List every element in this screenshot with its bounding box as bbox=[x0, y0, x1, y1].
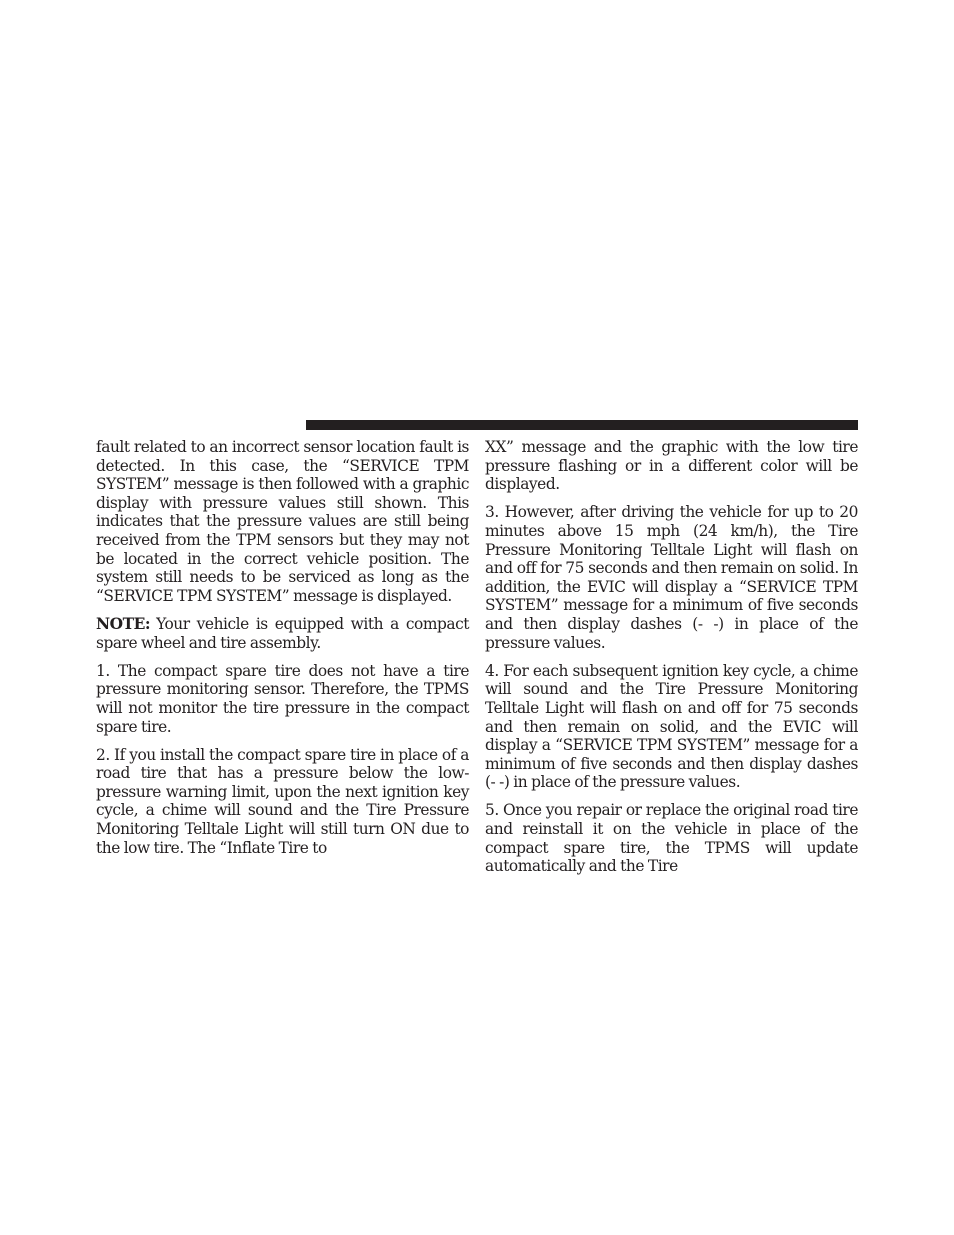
list-item-5: 5. Once you repair or replace the original road tire and reinstall it on the vehicle in place of the compact spare tire, the TPMS will update automatically and the Tire bbox=[485, 801, 858, 876]
note-text: Your vehicle is equipped with a compact spare wheel and tire assembly. bbox=[96, 614, 469, 652]
section-header-bar bbox=[306, 420, 858, 430]
list-item-2: 2. If you install the compact spare tire in place of a road tire that has a pressure below the low-pressure warning limit, upon the next ignition key cycle, a chime will sound and the Tire Pressure Monitoring Telltale Light will still turn ON due to the low tire. The “Inflate Tire to bbox=[96, 745, 469, 857]
note-paragraph bbox=[96, 615, 469, 652]
list-item-1: 1. The compact spare tire does not have a tire pressure monitoring sensor. Therefore, the TPMS will not monitor the tire pressure in the compact spare tire. bbox=[96, 661, 469, 736]
note-label: NOTE: bbox=[96, 614, 151, 633]
paragraph-sensor-location-fault: fault related to an incorrect sensor location fault is detected. In this case, the “SERVICE TPM SYSTEM” message is then followed with a graphic display with pressure values still shown. This indicates that the pressure values are still being received from the TPM sensors but they may not be located in the correct vehicle position. The system still needs to be serviced as long as the “SERVICE TPM SYSTEM” message is displayed. bbox=[96, 438, 469, 605]
left-column bbox=[96, 438, 469, 867]
list-item-3: 3. However, after driving the vehicle for up to 20 minutes above 15 mph (24 km/h), the Tire Pressure Monitoring Telltale Light will flash on and off for 75 seconds and then remain on solid. In addition, the EVIC will display a “SERVICE TPM SYSTEM” message for a minimum of five seconds and then display dashes (- -) in place of the pressure values. bbox=[485, 503, 858, 652]
right-column bbox=[485, 438, 858, 885]
list-item-2-continued: XX” message and the graphic with the low tire pressure flashing or in a different color will be displayed. bbox=[485, 438, 858, 494]
list-item-4: 4. For each subsequent ignition key cycle, a chime will sound and the Tire Pressure Monitoring Telltale Light will flash on and off for 75 seconds and then remain on solid, and the EVIC will display a “SERVICE TPM SYSTEM” message for a minimum of five seconds and then display dashes (- -) in place of the pressure values. bbox=[485, 661, 858, 792]
